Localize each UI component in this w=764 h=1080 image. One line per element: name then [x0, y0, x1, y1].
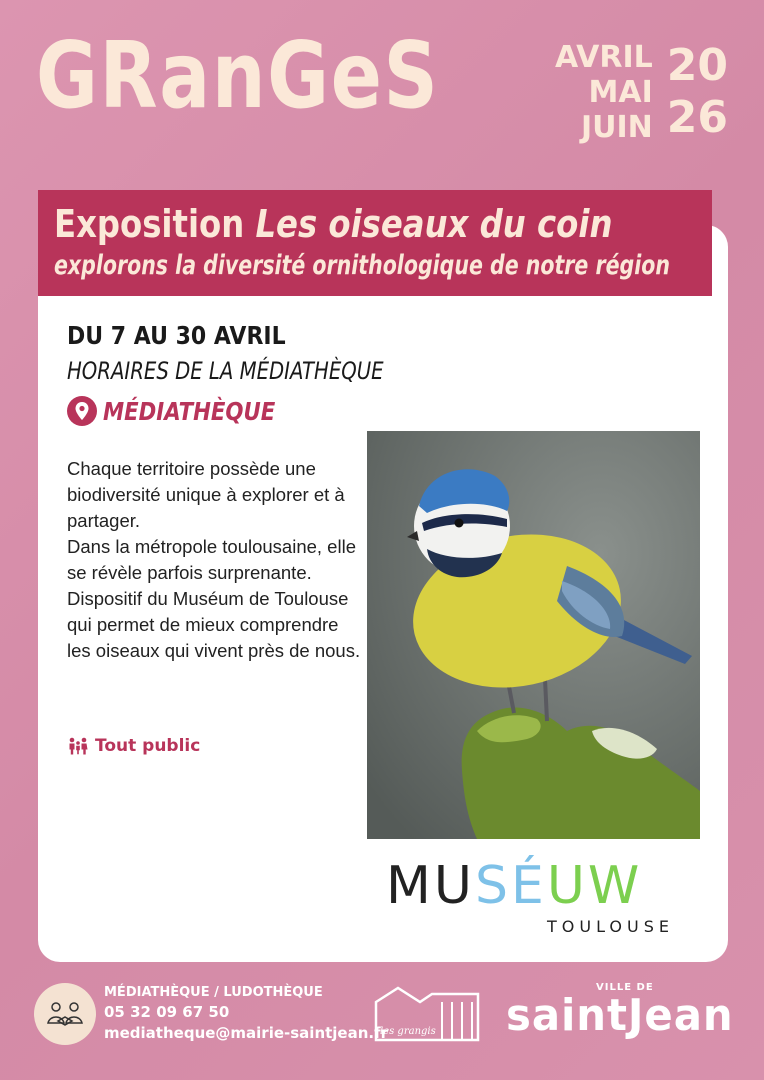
event-location [67, 396, 306, 426]
month-may: MAI [588, 75, 653, 110]
year [667, 40, 728, 145]
museum-wordmark-part-3: UW [546, 856, 643, 916]
city-logo-small: VILLE DE [596, 982, 654, 993]
city-logo [506, 982, 734, 1048]
month-june: JUIN [580, 110, 653, 145]
audience-tag [67, 736, 200, 756]
location-pin-icon [67, 396, 97, 426]
museum-wordmark [386, 856, 643, 916]
banner-title [54, 202, 612, 246]
building-icon [372, 984, 482, 1042]
banner-event-name: Les oiseaux du coin [255, 202, 613, 246]
description-paragraph-2: Dans la métropole toulousaine, elle se révèle parfois surprenante. Dispositif du Muséum de Toulouse qui permet de mieux comprendre les oiseaux qui vivent près de nous. [67, 536, 361, 661]
description-paragraph-1: Chaque territoire possède une biodiversité unique à explorer et à partager. [67, 458, 345, 531]
museum-wordmark-part-1: MU [386, 856, 475, 916]
contact-phone[interactable]: 05 32 09 67 50 [104, 1003, 230, 1021]
contact-title: MÉDIATHÈQUE / LUDOTHÈQUE [104, 985, 323, 1000]
city-logo-word: saintJean [506, 990, 734, 1041]
museum-city: TOULOUSE [547, 917, 674, 936]
brand-title: GRanGeS [36, 22, 440, 129]
year-part-2: 26 [666, 92, 728, 143]
audience-label: Tout public [95, 736, 201, 756]
library-badge [34, 983, 96, 1045]
contact-email[interactable]: mediatheque@mairie-saintjean.fr [104, 1024, 389, 1042]
contact-block [104, 985, 388, 1042]
season-dates [555, 40, 728, 145]
reading-people-icon [34, 983, 96, 1045]
family-icon [67, 737, 89, 755]
grangis-logo [372, 984, 482, 1042]
event-date-range: DU 7 AU 30 AVRIL [67, 321, 286, 350]
event-banner [38, 190, 712, 296]
event-description [67, 456, 367, 664]
blue-tit-photo [367, 431, 700, 839]
banner-prefix: Exposition [54, 202, 256, 246]
grangis-label: les grangis [380, 1026, 436, 1037]
months-list [555, 40, 653, 145]
museum-logo [386, 856, 686, 940]
banner-subtitle: explorons la diversité ornithologique de notre région [54, 250, 670, 281]
month-april: AVRIL [554, 40, 653, 75]
location-label: MÉDIATHÈQUE [103, 396, 276, 426]
year-part-1: 20 [666, 40, 728, 91]
museum-wordmark-part-2: SÉ [474, 856, 547, 916]
bird-illustration [367, 431, 700, 839]
event-hours: HORAIRES DE LA MÉDIATHÈQUE [67, 357, 384, 385]
